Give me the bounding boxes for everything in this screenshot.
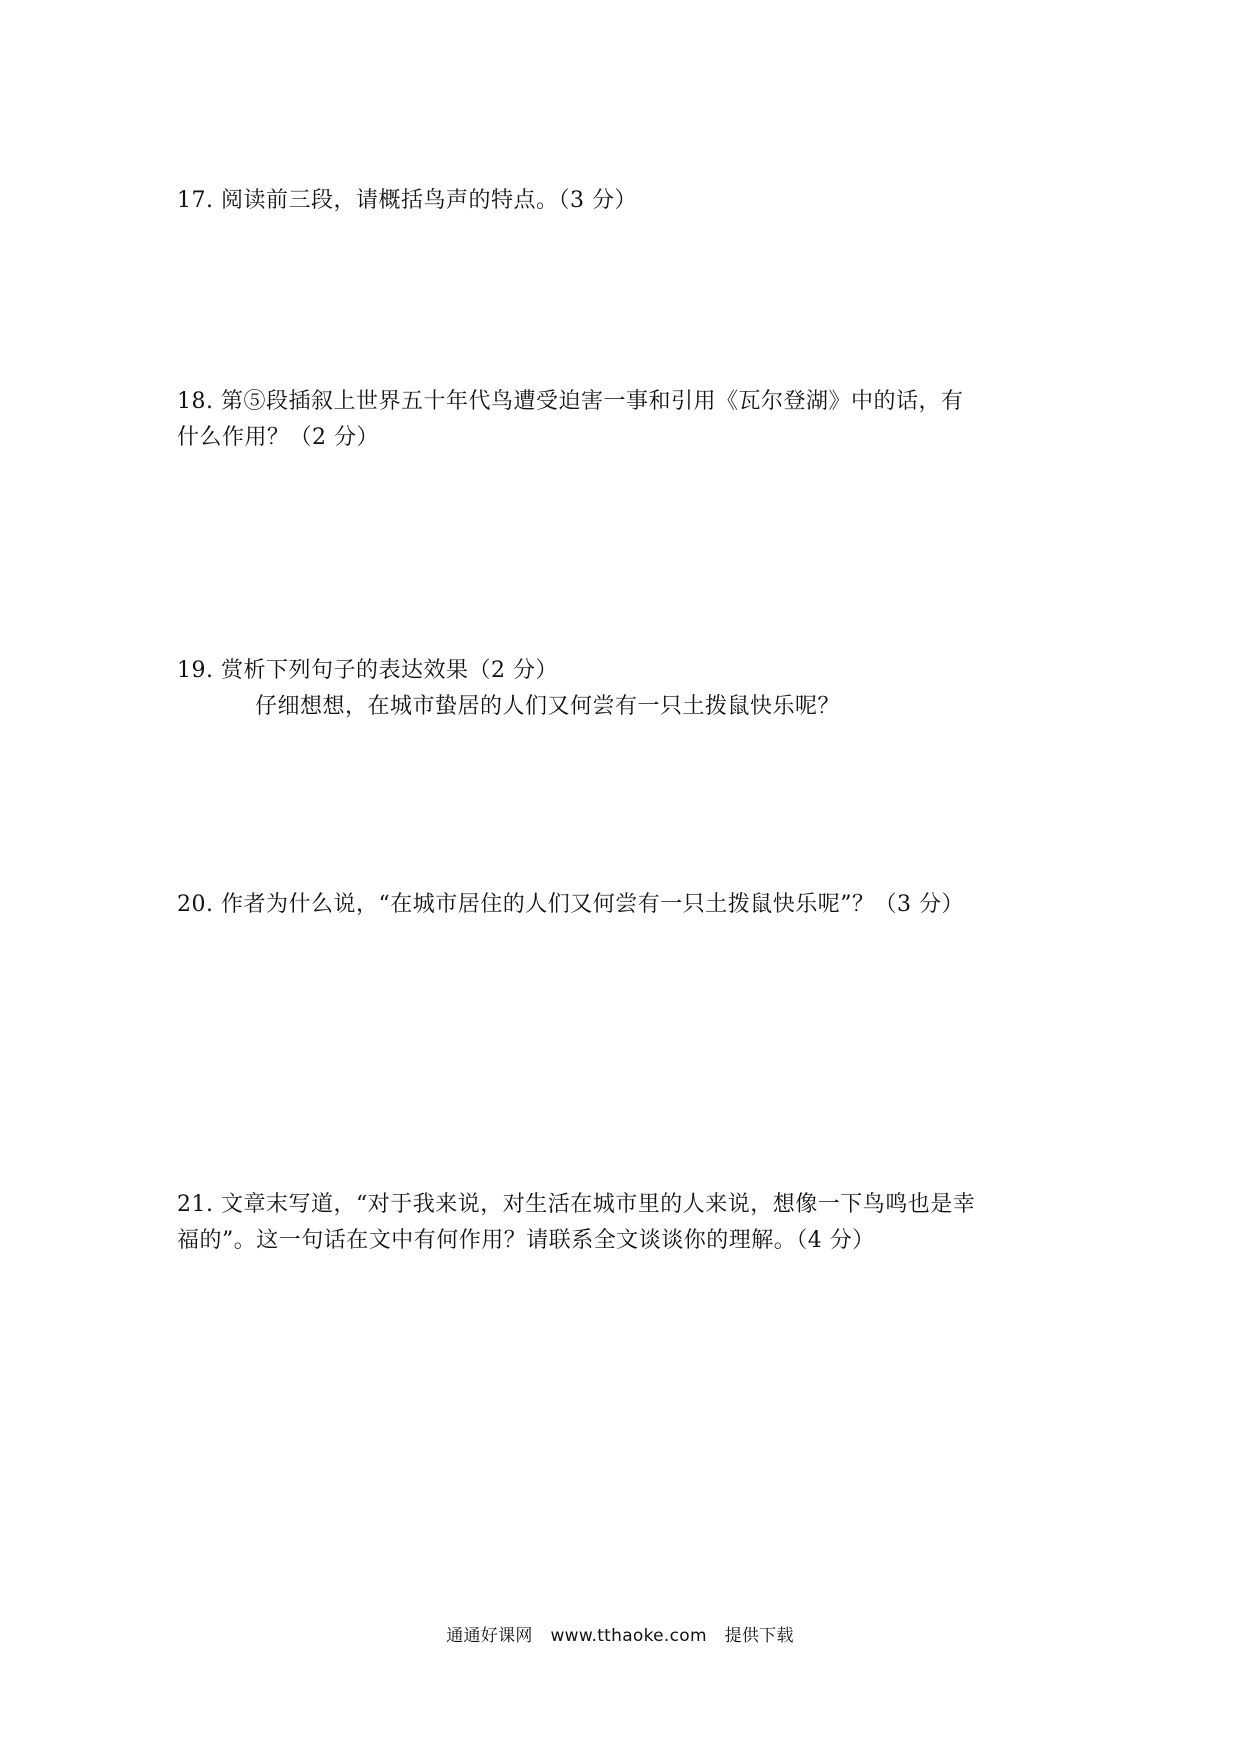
question-19-text: 19. 赏析下列句子的表达效果（2 分）: [177, 658, 558, 683]
page-footer: [0, 1624, 1240, 1648]
question-21-text-line-1: 21. 文章末写道，“对于我来说，对生活在城市里的人来说，想像一下鸟鸣也是幸: [177, 1192, 976, 1217]
question-19: [177, 653, 1077, 725]
question-20-text: 20. 作者为什么说，“在城市居住的人们又何尝有一只土拨鼠快乐呢”？（3 分）: [177, 892, 964, 917]
question-21-text-line-2: 福的”。这一句话在文中有何作用？请联系全文谈谈你的理解。（4 分）: [177, 1228, 875, 1253]
footer-site-name: 通通好课网: [446, 1626, 533, 1646]
question-17-text: 17. 阅读前三段，请概括鸟声的特点。（3 分）: [177, 188, 637, 213]
question-18-text-line-2: 什么作用？（2 分）: [177, 425, 379, 450]
question-18-text-line-1: 18. 第⑤段插叙上世界五十年代鸟遭受迫害一事和引用《瓦尔登湖》中的话，有: [177, 389, 964, 414]
footer-note: 提供下载: [724, 1626, 794, 1646]
question-21: [177, 1187, 1077, 1259]
question-17: [177, 183, 1077, 219]
question-19-quoted-sentence: 仔细想想，在城市蛰居的人们又何尝有一只土拨鼠快乐呢？: [255, 694, 841, 719]
footer-url: www.tthaoke.com: [550, 1626, 707, 1646]
question-18: [177, 384, 1077, 456]
question-20: [177, 887, 1077, 923]
